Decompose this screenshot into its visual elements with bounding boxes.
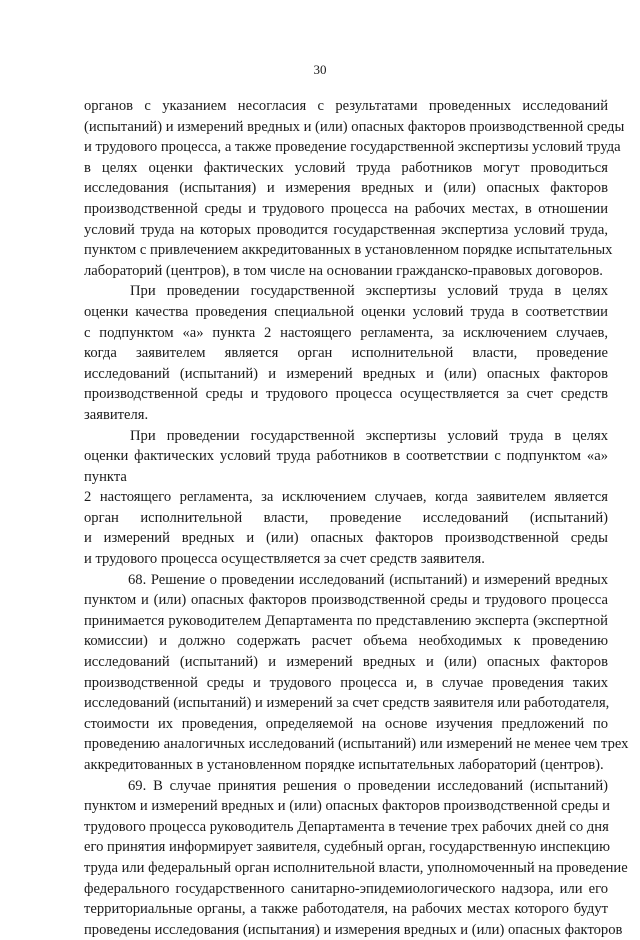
- text-line: федерального государственного санитарно-эпидемиологического надзора, или его: [84, 880, 608, 897]
- text-line: лабораторий (центров), в том числе на основании гражданско-правовых договоров.: [84, 262, 603, 279]
- text-line: трудового процесса руководитель Департамента в течение трех рабочих дней со дня: [84, 818, 609, 835]
- text-line: оценки качества проведения специальной оценки условий труда в соответствии: [84, 303, 608, 320]
- text-line: в целях оценки фактических условий труда работников могут проводиться: [84, 159, 608, 176]
- text-line: исследования (испытания) и измерения вредных и (или) опасных факторов: [84, 180, 608, 197]
- text-line: территориальные органы, а также работодателя, на рабочих местах которого будут: [84, 901, 608, 918]
- text-line: пунктом с привлечением аккредитованных в установленном порядке испытательных: [84, 242, 613, 259]
- text-line: и измерений вредных и (или) опасных факторов производственной среды: [84, 530, 608, 547]
- text-line: комиссии) и должно содержать расчет объема необходимых к проведению: [84, 633, 608, 650]
- text-line: исследований (испытаний) и измерений вредных и (или) опасных факторов: [84, 365, 608, 382]
- text-line: исследований (испытаний) и измерений вредных и (или) опасных факторов: [84, 654, 608, 671]
- text-line: 2 настоящего регламента, за исключением случаев, когда заявителем является: [84, 489, 608, 506]
- text-line: принимается руководителем Департамента по представлению эксперта (экспертной: [84, 612, 608, 629]
- body-text: [84, 96, 629, 940]
- text-line: и трудового процесса, а также проведение государственной экспертизы условий труда: [84, 139, 621, 156]
- text-line: аккредитованных в установленном порядке испытательных лабораторий (центров).: [84, 757, 604, 773]
- text-line: оценки фактических условий труда работников в соответствии с подпунктом «а»: [84, 448, 608, 465]
- text-line: стоимости их проведения, определяемой на основе изучения предложений по: [84, 715, 608, 732]
- paragraph-first-line: 69. В случае принятия решения о проведении исследований (испытаний): [128, 777, 608, 794]
- text-line: органов с указанием несогласия с результатами проведенных исследований: [84, 98, 608, 114]
- paragraph-first-line: 68. Решение о проведении исследований (испытаний) и измерений вредных: [128, 571, 608, 588]
- text-line: производственной среды и трудового процесса и, в случае проведения таких: [84, 674, 608, 691]
- text-line: труда или федеральный орган исполнительной власти, уполномоченный на проведение: [84, 859, 628, 876]
- text-line: пунктом и измерений вредных и (или) опасных факторов производственной среды и: [84, 798, 610, 815]
- paragraph-first-line: При проведении государственной экспертизы условий труда в целях: [130, 427, 608, 444]
- paragraph-first-line: При проведении государственной экспертизы условий труда в целях: [130, 283, 608, 300]
- text-line: пунктом и (или) опасных факторов производственной среды и трудового процесса: [84, 592, 608, 609]
- text-line: когда заявителем является орган исполнительной власти, проведение: [84, 345, 608, 362]
- text-line: производственной среды и трудового процесса на рабочих местах, в отношении: [84, 200, 608, 217]
- text-line: его принятия информирует заявителя, судебный орган, государственную инспекцию: [84, 839, 611, 856]
- text-line: исследований (испытаний) и измерений за счет средств заявителя или работодателя,: [84, 695, 610, 712]
- text-line: с подпунктом «а» пункта 2 настоящего регламента, за исключением случаев,: [84, 324, 608, 341]
- page-number: 30: [313, 62, 327, 77]
- text-line: (испытаний) и измерений вредных и (или) опасных факторов производственной среды: [84, 118, 625, 135]
- text-line: пункта: [84, 468, 127, 485]
- text-line: орган исполнительной власти, проведение исследований (испытаний): [84, 509, 608, 526]
- text-line: проведению аналогичных исследований (испытаний) или измерений не менее чем трех: [84, 736, 629, 753]
- text-line: производственной среды и трудового процесса осуществляется за счет средств: [84, 386, 608, 403]
- text-line: условий труда на которых проводится государственная экспертиза условий труда,: [84, 221, 608, 238]
- text-line: проведены исследования (испытания) и измерения вредных и (или) опасных факторов: [84, 921, 623, 938]
- text-line: и трудового процесса осуществляется за счет средств заявителя.: [84, 551, 485, 568]
- text-line: заявителя.: [84, 406, 149, 423]
